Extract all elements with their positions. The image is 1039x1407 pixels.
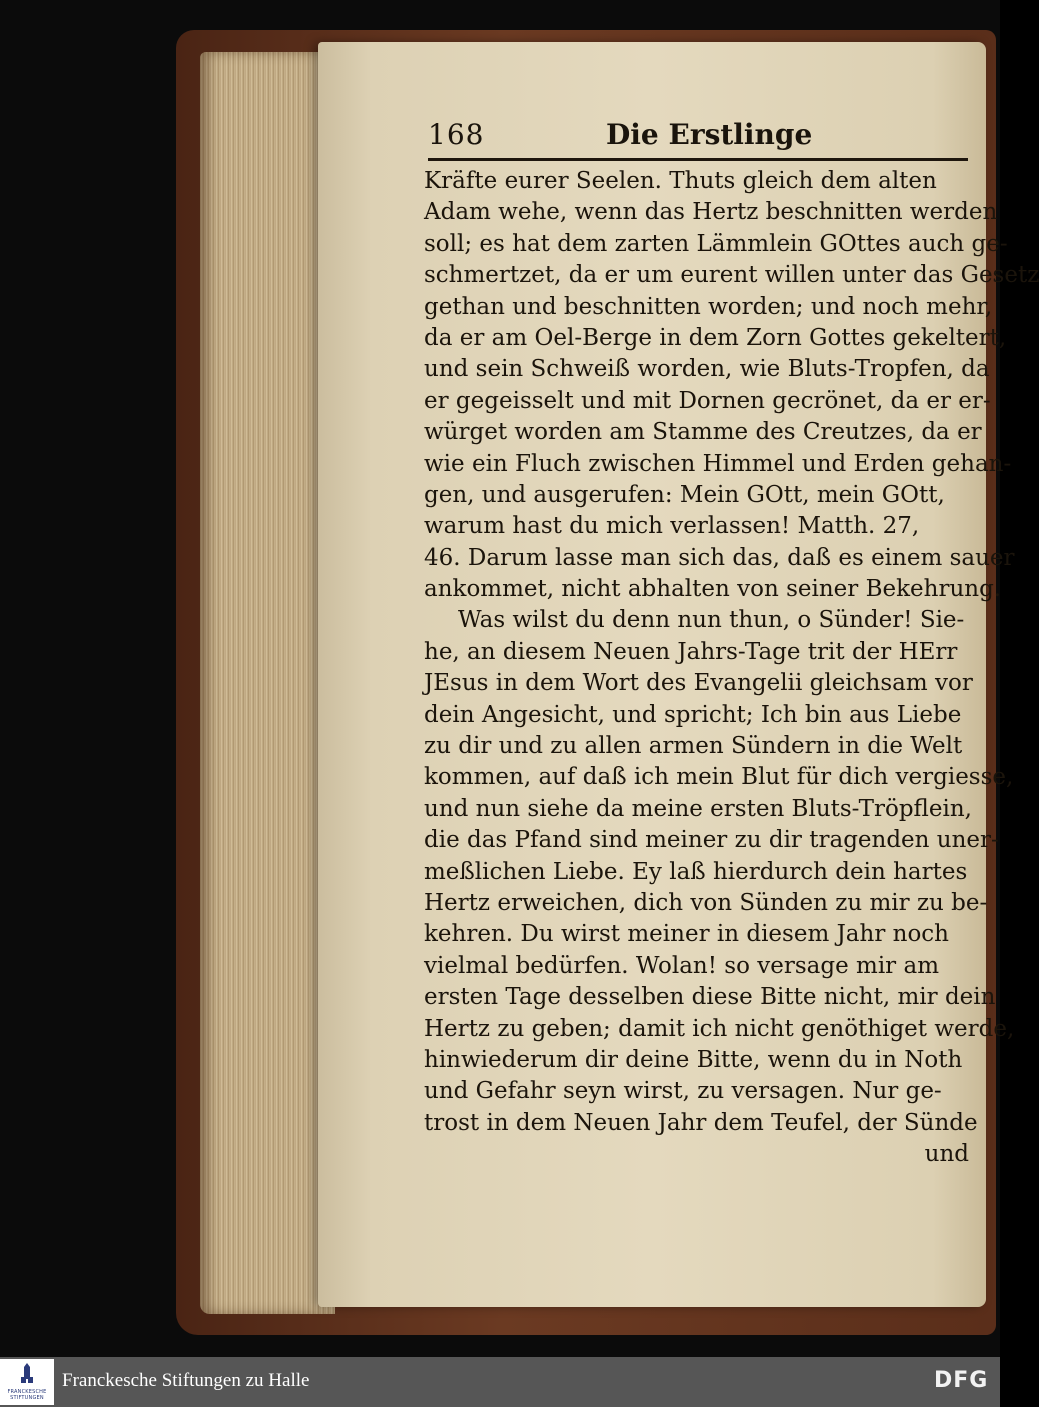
header-rule <box>428 158 968 161</box>
text-line: gen, und ausgerufen: Mein GOtt, mein GOtt, <box>424 481 945 508</box>
text-line: JEsus in dem Wort des Evangelii gleichsam vor <box>424 670 973 697</box>
viewer-footer <box>0 1357 1000 1407</box>
institution-name[interactable]: Franckesche Stiftungen zu Halle <box>62 1370 310 1391</box>
logo-label: FRANCKESCHE STIFTUNGEN <box>7 1389 47 1401</box>
text-line: er gegeisselt und mit Dornen gecrönet, da er er- <box>424 387 991 414</box>
text-line: und nun siehe da meine ersten Bluts-Tröpflein, <box>424 795 972 822</box>
text-line: trost in dem Neuen Jahr dem Teufel, der Sünde <box>424 1109 978 1136</box>
text-line: he, an diesem Neuen Jahrs-Tage trit der HErr <box>424 638 958 665</box>
text-line: und sein Schweiß worden, wie Bluts-Tropfen, da <box>424 356 990 383</box>
page-text <box>424 166 1039 1171</box>
text-line: Hertz erweichen, dich von Sünden zu mir zu be- <box>424 889 988 916</box>
text-line: kommen, auf daß ich mein Blut für dich vergiesse, <box>424 764 1014 791</box>
text-line: vielmal bedürfen. Wolan! so versage mir am <box>424 952 940 979</box>
text-line: meßlichen Liebe. Ey laß hierdurch dein hartes <box>424 858 968 885</box>
text-line: 46. Darum lasse man sich das, daß es einem sauer <box>424 544 1015 571</box>
text-line: hinwiederum dir deine Bitte, wenn du in Noth <box>424 1046 963 1073</box>
page-edges <box>200 52 335 1314</box>
page-number: 168 <box>428 118 485 151</box>
text-line: gethan und beschnitten worden; und noch mehr, <box>424 293 993 320</box>
page-header <box>428 118 968 158</box>
building-icon <box>19 1363 35 1385</box>
text-line: ankommet, nicht abhalten von seiner Bekehrung. <box>424 576 1002 603</box>
text-line: die das Pfand sind meiner zu dir tragenden uner- <box>424 827 999 854</box>
text-line: schmertzet, da er um eurent willen unter das Gesetz <box>424 262 1039 289</box>
text-line: Kräfte eurer Seelen. Thuts gleich dem alten <box>424 168 937 194</box>
catchword: und <box>924 1141 969 1168</box>
text-line: kehren. Du wirst meiner in diesem Jahr noch <box>424 921 949 948</box>
institution-logo[interactable] <box>0 1359 54 1405</box>
text-line: würget worden am Stamme des Creutzes, da er <box>424 419 982 446</box>
text-line: zu dir und zu allen armen Sündern in die Welt <box>424 733 963 760</box>
dfg-logo[interactable]: DFG <box>934 1368 989 1393</box>
text-line: Hertz zu geben; damit ich nicht genöthiget werde, <box>424 1015 1015 1042</box>
running-title: Die Erstlinge <box>606 118 813 151</box>
text-line: Was wilst du denn nun thun, o Sünder! Sie- <box>458 607 965 634</box>
text-line: da er am Oel-Berge in dem Zorn Gottes gekeltert, <box>424 324 1007 351</box>
text-line: Adam wehe, wenn das Hertz beschnitten werden <box>424 199 998 226</box>
text-line: und Gefahr seyn wirst, zu versagen. Nur ge- <box>424 1078 942 1105</box>
text-line: soll; es hat dem zarten Lämmlein GOttes auch ge- <box>424 230 1008 257</box>
text-line: wie ein Fluch zwischen Himmel und Erden gehan- <box>424 450 1012 477</box>
text-line: dein Angesicht, und spricht; Ich bin aus Liebe <box>424 701 962 728</box>
text-line: warum hast du mich verlassen! Matth. 27, <box>424 513 920 540</box>
text-line: ersten Tage desselben diese Bitte nicht, mir dein <box>424 984 996 1011</box>
